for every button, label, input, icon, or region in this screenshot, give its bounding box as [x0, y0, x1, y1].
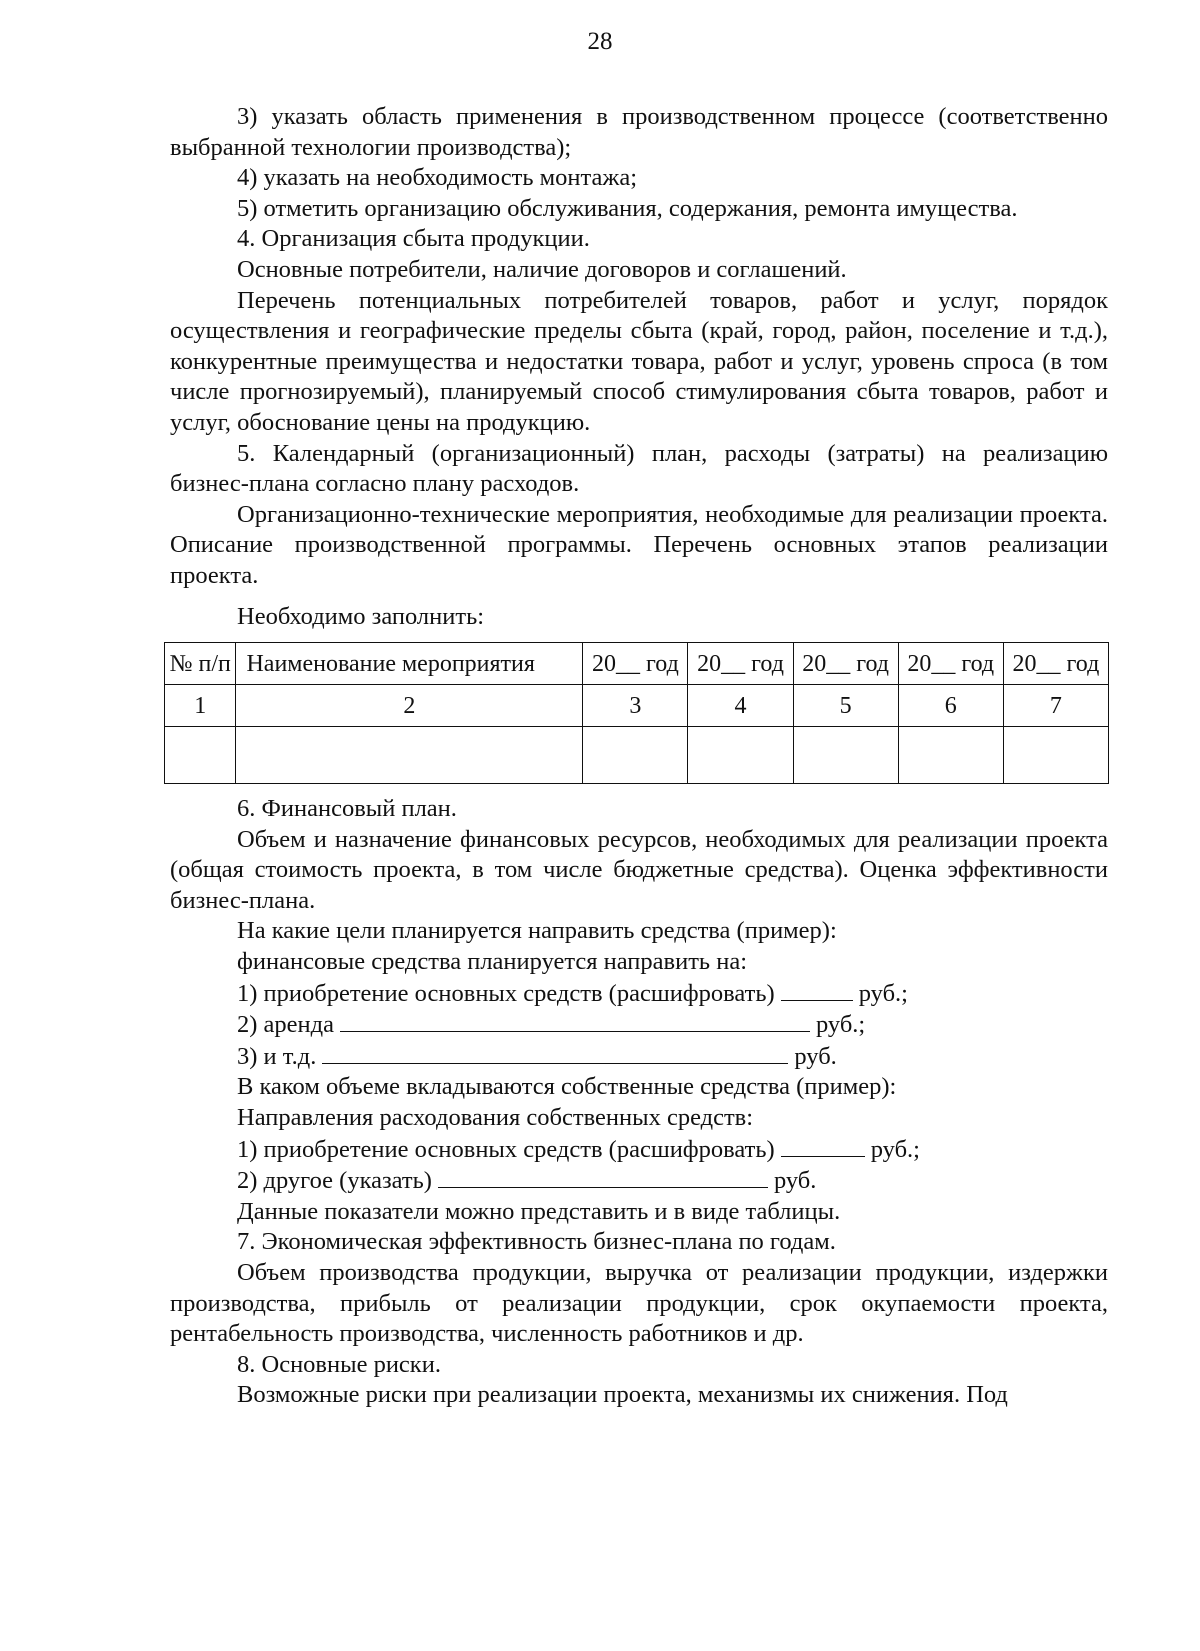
index-cell: 6 [898, 685, 1003, 727]
goal-1-unit: руб.; [858, 979, 908, 1007]
section-7-heading: 7. Экономическая эффективность бизнес-плана по годам. [237, 1228, 836, 1256]
goals-question: На какие цели планируется направить средства (пример): [237, 917, 837, 945]
empty-cell [793, 727, 898, 784]
page-number: 28 [587, 28, 613, 55]
goals-intro: финансовые средства планируется направить на: [237, 948, 748, 976]
table-note: Данные показатели можно представить и в виде таблицы. [237, 1197, 841, 1225]
index-cell: 7 [1003, 685, 1108, 727]
empty-cell [236, 727, 583, 784]
header-name: Наименование мероприятия [236, 643, 583, 685]
section-5-heading: 5. Календарный (организационный) план, расходы (затраты) на реализацию бизнес-плана согласно плану расходов. [170, 439, 1108, 498]
section-4-text: Перечень потенциальных потребителей товаров, работ и услуг, порядок осуществления и географические пределы сбыта (край, город, район, поселение и т.д.), конкурентные преимущества и недостатки товара, работ и услуг, уровень спроса (в том числе прогнозируемый), планируемый способ стимулирования сбыта товаров, работ и услуг, обоснование цены на продукцию. [170, 286, 1108, 436]
section-8-text: Возможные риски при реализации проекта, механизмы их снижения. Под [237, 1381, 1008, 1409]
header-year-4: 20__ год [898, 643, 1003, 685]
empty-cell [583, 727, 688, 784]
fill-blank [438, 1165, 768, 1188]
table-index-row [165, 685, 1109, 727]
index-cell: 1 [165, 685, 236, 727]
section-5-text: Организационно-технические мероприятия, необходимые для реализации проекта. Описание производственной программы. Перечень основных этапов реализации проекта. [170, 500, 1108, 589]
empty-cell [165, 727, 236, 784]
section-4-subtitle: Основные потребители, наличие договоров и соглашений. [237, 255, 847, 283]
goal-3 [170, 1041, 1108, 1073]
own-2 [170, 1165, 1108, 1197]
header-num: № п/п [165, 643, 236, 685]
table-header-row [165, 643, 1109, 685]
goal-2-text: 2) аренда [237, 1011, 334, 1039]
section-6-text: Объем и назначение финансовых ресурсов, необходимых для реализации проекта (общая стоимость проекта, в том числе бюджетные средства). Оценка эффективности бизнес-плана. [170, 825, 1108, 914]
own-1-text: 1) приобретение основных средств (расшифровать) [237, 1135, 775, 1163]
fill-label: Необходимо заполнить: [237, 602, 485, 630]
document-body [170, 102, 1108, 1411]
own-1 [170, 1134, 1108, 1166]
empty-cell [898, 727, 1003, 784]
own-intro: Направления расходования собственных средств: [237, 1104, 754, 1132]
list-item-4: 4) указать на необходимость монтажа; [237, 164, 638, 192]
index-cell: 2 [236, 685, 583, 727]
own-2-text: 2) другое (указать) [237, 1167, 432, 1195]
section-8-heading: 8. Основные риски. [237, 1350, 441, 1378]
list-item-5: 5) отметить организацию обслуживания, содержания, ремонта имущества. [237, 194, 1018, 222]
empty-cell [688, 727, 793, 784]
plan-table [164, 642, 1109, 784]
index-cell: 5 [793, 685, 898, 727]
own-question: В каком объеме вкладываются собственные средства (пример): [237, 1073, 897, 1101]
header-year-1: 20__ год [583, 643, 688, 685]
header-year-3: 20__ год [793, 643, 898, 685]
list-item-3: 3) указать область применения в производственном процессе (соответственно выбранной технологии производства); [170, 103, 1108, 161]
section-4-heading: 4. Организация сбыта продукции. [237, 225, 590, 253]
fill-blank [340, 1009, 810, 1032]
empty-cell [1003, 727, 1108, 784]
fill-blank [781, 978, 853, 1001]
fill-blank [781, 1134, 865, 1157]
fill-blank [322, 1041, 788, 1064]
header-year-5: 20__ год [1003, 643, 1108, 685]
own-1-unit: руб.; [870, 1135, 920, 1163]
index-cell: 4 [688, 685, 793, 727]
goal-3-unit: руб. [794, 1042, 837, 1070]
table-empty-row [165, 727, 1109, 784]
goal-2-unit: руб.; [815, 1011, 866, 1039]
own-2-unit: руб. [773, 1167, 817, 1195]
goal-1 [170, 978, 1108, 1010]
section-7-text: Объем производства продукции, выручка от реализации продукции, издержки производства, прибыль от реализации продукции, срок окупаемости проекта, рентабельность производства, численность работников и др. [170, 1259, 1108, 1348]
goal-3-text: 3) и т.д. [237, 1042, 317, 1070]
header-year-2: 20__ год [688, 643, 793, 685]
goal-2 [170, 1009, 1108, 1041]
index-cell: 3 [583, 685, 688, 727]
goal-1-text: 1) приобретение основных средств (расшифровать) [237, 979, 775, 1007]
section-6-heading: 6. Финансовый план. [237, 795, 457, 823]
